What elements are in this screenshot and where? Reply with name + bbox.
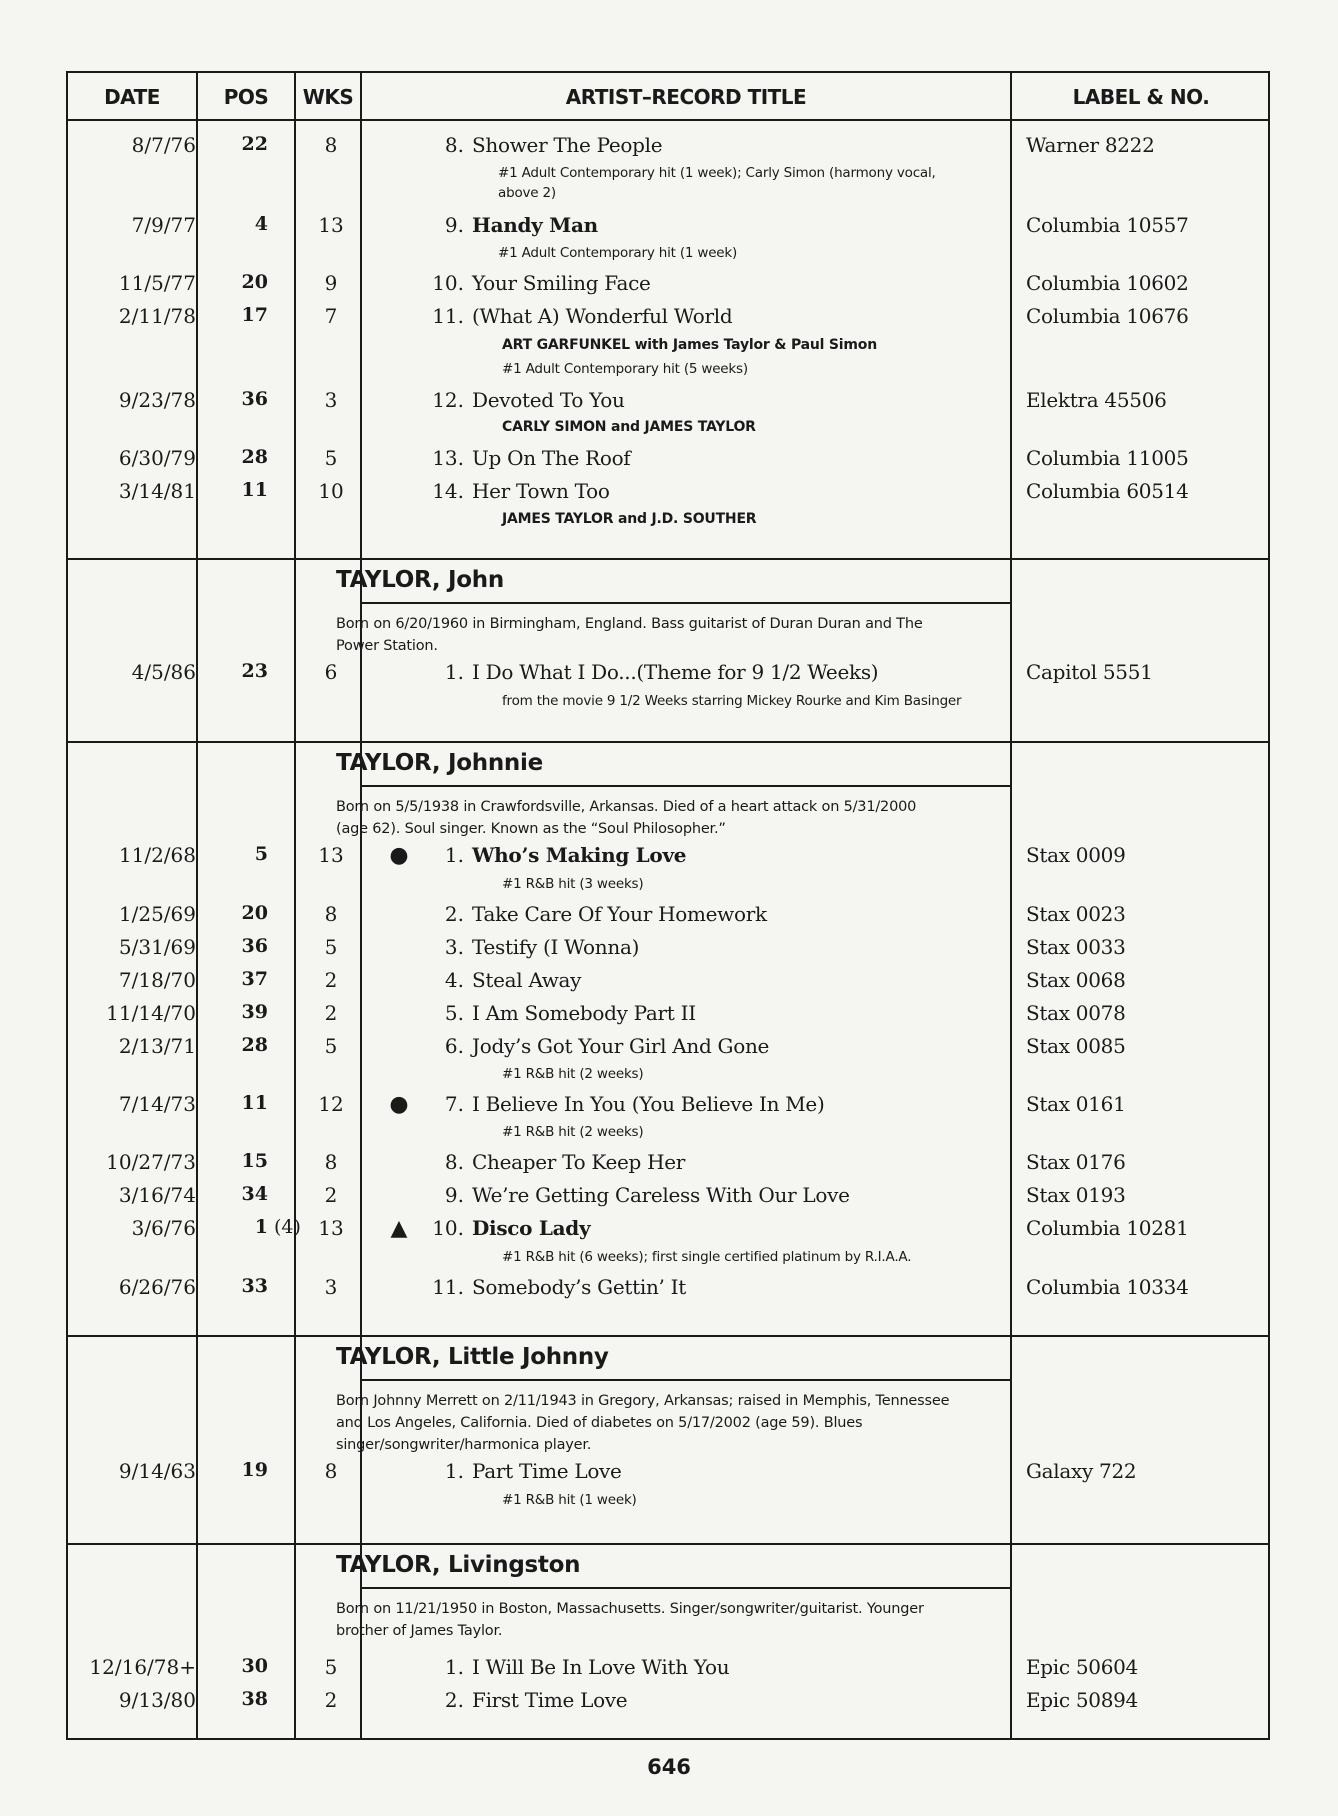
weeks-charted: 13 bbox=[318, 1216, 344, 1240]
table-row bbox=[68, 902, 1268, 932]
record-note: above 2) bbox=[498, 185, 556, 201]
weeks-charted: 7 bbox=[324, 304, 338, 328]
weeks-at-peak: (4) bbox=[274, 1216, 301, 1238]
record-note: #1 R&B hit (6 weeks); first single certified platinum by R.I.A.A. bbox=[502, 1249, 912, 1265]
record-number: 9. bbox=[444, 213, 464, 237]
weeks-charted: 2 bbox=[324, 968, 338, 992]
record-number: 13. bbox=[432, 446, 464, 470]
record-title: Handy Man bbox=[472, 213, 598, 237]
chart-date: 6/30/79 bbox=[118, 446, 196, 470]
peak-position: 19 bbox=[241, 1459, 268, 1481]
peak-position: 11 bbox=[241, 1092, 268, 1114]
weeks-charted: 3 bbox=[324, 388, 338, 412]
platinum-record-triangle-icon: ▲ bbox=[390, 1216, 408, 1241]
weeks-charted: 2 bbox=[324, 1183, 338, 1207]
record-number: 7. bbox=[444, 1092, 464, 1116]
weeks-charted: 2 bbox=[324, 1688, 338, 1712]
table-row bbox=[68, 1459, 1268, 1489]
peak-position: 15 bbox=[241, 1150, 268, 1172]
peak-position: 38 bbox=[241, 1688, 268, 1710]
peak-position: 30 bbox=[241, 1655, 268, 1677]
record-note: from the movie 9 1/2 Weeks starring Mickey Rourke and Kim Basinger bbox=[502, 693, 962, 709]
chart-date: 1/25/69 bbox=[118, 902, 196, 926]
record-note: #1 Adult Contemporary hit (5 weeks) bbox=[502, 361, 748, 377]
chart-date: 3/16/74 bbox=[118, 1183, 196, 1207]
chart-date: 12/16/78+ bbox=[89, 1655, 196, 1679]
record-number: 10. bbox=[432, 271, 464, 295]
record-title: Part Time Love bbox=[472, 1459, 622, 1483]
label-number: Columbia 11005 bbox=[1026, 446, 1189, 470]
peak-position: 33 bbox=[241, 1275, 268, 1297]
label-number: Stax 0078 bbox=[1026, 1001, 1126, 1025]
table-row bbox=[68, 388, 1268, 418]
artist-bio: Born on 6/20/1960 in Birmingham, England. Bass guitarist of Duran Duran and The Power Station. bbox=[336, 616, 923, 654]
artist-divider bbox=[360, 785, 1012, 787]
chart-date: 11/2/68 bbox=[118, 843, 196, 867]
table-row bbox=[68, 133, 1268, 163]
label-number: Epic 50894 bbox=[1026, 1688, 1138, 1712]
label-number: Elektra 45506 bbox=[1026, 388, 1167, 412]
label-number: Stax 0176 bbox=[1026, 1150, 1126, 1174]
record-note: #1 R&B hit (1 week) bbox=[502, 1492, 637, 1508]
artist-divider bbox=[360, 1587, 1012, 1589]
artist-bio: Born Johnny Merrett on 2/11/1943 in Gregory, Arkansas; raised in Memphis, Tennessee and Los Angeles, California. Died of diabetes on 5/17/2002 (age 59). Blues singer/songwriter/harmonica player. bbox=[336, 1393, 950, 1453]
record-title: Your Smiling Face bbox=[472, 271, 651, 295]
chart-date: 7/14/73 bbox=[118, 1092, 196, 1116]
table-row bbox=[68, 271, 1268, 301]
table-row bbox=[68, 843, 1268, 873]
peak-position: 5 bbox=[254, 843, 268, 865]
label-number: Columbia 10676 bbox=[1026, 304, 1189, 328]
record-number: 3. bbox=[444, 935, 464, 959]
peak-position: 1 (4) bbox=[254, 1216, 301, 1238]
header-label: LABEL & NO. bbox=[1072, 85, 1210, 109]
artist-name: TAYLOR, Johnnie bbox=[336, 750, 543, 776]
artist-name: TAYLOR, Little Johnny bbox=[336, 1344, 609, 1370]
record-number: 10. bbox=[432, 1216, 464, 1240]
record-number: 11. bbox=[432, 1275, 464, 1299]
record-title: We’re Getting Careless With Our Love bbox=[472, 1183, 850, 1207]
record-title: Shower The People bbox=[472, 133, 663, 157]
peak-position: 17 bbox=[241, 304, 268, 326]
table-row bbox=[68, 968, 1268, 998]
label-number: Columbia 60514 bbox=[1026, 479, 1189, 503]
label-number: Warner 8222 bbox=[1026, 133, 1155, 157]
gold-record-dot-icon: ● bbox=[389, 843, 409, 868]
table-row bbox=[68, 1655, 1268, 1685]
peak-position: 23 bbox=[241, 660, 268, 682]
chart-date: 2/13/71 bbox=[118, 1034, 196, 1058]
peak-position: 28 bbox=[241, 1034, 268, 1056]
record-title: Her Town Too bbox=[472, 479, 610, 503]
weeks-charted: 5 bbox=[324, 1034, 338, 1058]
chart-date: 4/5/86 bbox=[131, 660, 196, 684]
label-number: Stax 0161 bbox=[1026, 1092, 1126, 1116]
weeks-charted: 13 bbox=[318, 213, 344, 237]
chart-date: 6/26/76 bbox=[118, 1275, 196, 1299]
record-note: #1 Adult Contemporary hit (1 week) bbox=[498, 245, 738, 261]
table-row bbox=[68, 1275, 1268, 1305]
label-number: Capitol 5551 bbox=[1026, 660, 1153, 684]
weeks-charted: 8 bbox=[324, 133, 338, 157]
chart-date: 9/23/78 bbox=[118, 388, 196, 412]
peak-position: 22 bbox=[241, 133, 268, 155]
section-divider bbox=[68, 558, 1268, 560]
chart-date: 11/5/77 bbox=[118, 271, 196, 295]
header-title: ARTIST–RECORD TITLE bbox=[565, 85, 807, 109]
weeks-charted: 2 bbox=[324, 1001, 338, 1025]
header-divider bbox=[68, 119, 1268, 121]
record-number: 8. bbox=[444, 133, 464, 157]
peak-position: 20 bbox=[241, 271, 268, 293]
chart-date: 10/27/73 bbox=[106, 1150, 196, 1174]
record-title: I Am Somebody Part II bbox=[472, 1001, 696, 1025]
header-wks: WKS bbox=[302, 85, 354, 109]
label-number: Stax 0009 bbox=[1026, 843, 1126, 867]
artist-bio: Born on 11/21/1950 in Boston, Massachusetts. Singer/songwriter/guitarist. Younger brother of James Taylor. bbox=[336, 1601, 924, 1639]
chart-date: 9/14/63 bbox=[118, 1459, 196, 1483]
record-title: Up On The Roof bbox=[472, 446, 631, 470]
record-number: 6. bbox=[444, 1034, 464, 1058]
weeks-charted: 9 bbox=[324, 271, 338, 295]
record-number: 2. bbox=[444, 902, 464, 926]
weeks-charted: 6 bbox=[324, 660, 338, 684]
section-divider bbox=[68, 741, 1268, 743]
weeks-charted: 8 bbox=[324, 902, 338, 926]
label-number: Stax 0023 bbox=[1026, 902, 1126, 926]
gold-record-dot-icon: ● bbox=[389, 1092, 409, 1117]
table-row bbox=[68, 935, 1268, 965]
record-number: 11. bbox=[432, 304, 464, 328]
record-credit: JAMES TAYLOR and J.D. SOUTHER bbox=[502, 511, 757, 527]
record-number: 8. bbox=[444, 1150, 464, 1174]
record-title: (What A) Wonderful World bbox=[472, 304, 733, 328]
label-number: Columbia 10281 bbox=[1026, 1216, 1189, 1240]
chart-date: 7/9/77 bbox=[131, 213, 196, 237]
artist-bio: Born on 5/5/1938 in Crawfordsville, Arkansas. Died of a heart attack on 5/31/2000 (age 62). Soul singer. Known as the “Soul Philosopher.” bbox=[336, 799, 917, 837]
table-row bbox=[68, 446, 1268, 476]
table-row bbox=[68, 1216, 1268, 1246]
weeks-charted: 5 bbox=[324, 1655, 338, 1679]
record-title: Take Care Of Your Homework bbox=[472, 902, 767, 926]
section-divider bbox=[68, 1335, 1268, 1337]
record-number: 2. bbox=[444, 1688, 464, 1712]
table-row bbox=[68, 1001, 1268, 1031]
peak-position: 11 bbox=[241, 479, 268, 501]
label-number: Stax 0085 bbox=[1026, 1034, 1126, 1058]
label-number: Columbia 10602 bbox=[1026, 271, 1189, 295]
record-number: 1. bbox=[444, 660, 464, 684]
record-credit: ART GARFUNKEL with James Taylor & Paul Simon bbox=[502, 337, 877, 353]
page-number: 646 bbox=[647, 1755, 691, 1779]
record-title: Devoted To You bbox=[472, 388, 625, 412]
chart-date: 7/18/70 bbox=[118, 968, 196, 992]
record-title: I Do What I Do...(Theme for 9 1/2 Weeks) bbox=[472, 660, 879, 684]
weeks-charted: 3 bbox=[324, 1275, 338, 1299]
label-number: Epic 50604 bbox=[1026, 1655, 1138, 1679]
label-number: Stax 0033 bbox=[1026, 935, 1126, 959]
weeks-charted: 12 bbox=[318, 1092, 344, 1116]
peak-position: 39 bbox=[241, 1001, 268, 1023]
table-row bbox=[68, 1034, 1268, 1064]
table-row bbox=[68, 479, 1268, 509]
chart-date: 3/6/76 bbox=[131, 1216, 196, 1240]
chart-date: 9/13/80 bbox=[118, 1688, 196, 1712]
record-title: Who’s Making Love bbox=[472, 843, 687, 867]
peak-position: 28 bbox=[241, 446, 268, 468]
label-number: Stax 0193 bbox=[1026, 1183, 1126, 1207]
table-row bbox=[68, 213, 1268, 243]
table-row bbox=[68, 660, 1268, 690]
record-number: 14. bbox=[432, 479, 464, 503]
chart-date: 11/14/70 bbox=[106, 1001, 196, 1025]
record-title: First Time Love bbox=[472, 1688, 628, 1712]
table-row bbox=[68, 1688, 1268, 1718]
weeks-charted: 13 bbox=[318, 843, 344, 867]
peak-position: 34 bbox=[241, 1183, 268, 1205]
record-title: I Will Be In Love With You bbox=[472, 1655, 730, 1679]
header-pos: POS bbox=[223, 85, 269, 109]
record-note: #1 R&B hit (2 weeks) bbox=[502, 1124, 644, 1140]
record-note: #1 Adult Contemporary hit (1 week); Carly Simon (harmony vocal, bbox=[498, 165, 936, 181]
record-number: 1. bbox=[444, 843, 464, 867]
peak-position: 36 bbox=[241, 935, 268, 957]
table-row bbox=[68, 1150, 1268, 1180]
header-date: DATE bbox=[104, 85, 160, 109]
weeks-charted: 8 bbox=[324, 1150, 338, 1174]
record-number: 4. bbox=[444, 968, 464, 992]
table-row bbox=[68, 1092, 1268, 1122]
record-title: Testify (I Wonna) bbox=[472, 935, 640, 959]
artist-name: TAYLOR, John bbox=[336, 567, 504, 593]
chart-history-table bbox=[66, 71, 1270, 1740]
weeks-charted: 5 bbox=[324, 935, 338, 959]
chart-date: 5/31/69 bbox=[118, 935, 196, 959]
table-row bbox=[68, 304, 1268, 334]
label-number: Columbia 10557 bbox=[1026, 213, 1189, 237]
chart-date: 2/11/78 bbox=[118, 304, 196, 328]
label-number: Columbia 10334 bbox=[1026, 1275, 1189, 1299]
artist-divider bbox=[360, 1379, 1012, 1381]
record-title: Somebody’s Gettin’ It bbox=[472, 1275, 686, 1299]
record-number: 5. bbox=[444, 1001, 464, 1025]
peak-position: 20 bbox=[241, 902, 268, 924]
record-title: I Believe In You (You Believe In Me) bbox=[472, 1092, 825, 1116]
record-title: Disco Lady bbox=[472, 1216, 591, 1240]
chart-date: 3/14/81 bbox=[118, 479, 196, 503]
record-note: #1 R&B hit (3 weeks) bbox=[502, 876, 644, 892]
record-number: 9. bbox=[444, 1183, 464, 1207]
artist-name: TAYLOR, Livingston bbox=[336, 1552, 581, 1578]
record-note: #1 R&B hit (2 weeks) bbox=[502, 1066, 644, 1082]
record-number: 1. bbox=[444, 1655, 464, 1679]
weeks-charted: 8 bbox=[324, 1459, 338, 1483]
peak-position: 36 bbox=[241, 388, 268, 410]
label-number: Stax 0068 bbox=[1026, 968, 1126, 992]
peak-position: 4 bbox=[254, 213, 268, 235]
record-credit: CARLY SIMON and JAMES TAYLOR bbox=[502, 419, 756, 435]
record-title: Jody’s Got Your Girl And Gone bbox=[472, 1034, 770, 1058]
section-divider bbox=[68, 1543, 1268, 1545]
record-title: Steal Away bbox=[472, 968, 582, 992]
weeks-charted: 10 bbox=[318, 479, 344, 503]
table-row bbox=[68, 1183, 1268, 1213]
record-number: 1. bbox=[444, 1459, 464, 1483]
chart-date: 8/7/76 bbox=[131, 133, 196, 157]
record-title: Cheaper To Keep Her bbox=[472, 1150, 686, 1174]
weeks-charted: 5 bbox=[324, 446, 338, 470]
artist-divider bbox=[360, 602, 1012, 604]
peak-position: 37 bbox=[241, 968, 268, 990]
label-number: Galaxy 722 bbox=[1026, 1459, 1137, 1483]
record-number: 12. bbox=[432, 388, 464, 412]
